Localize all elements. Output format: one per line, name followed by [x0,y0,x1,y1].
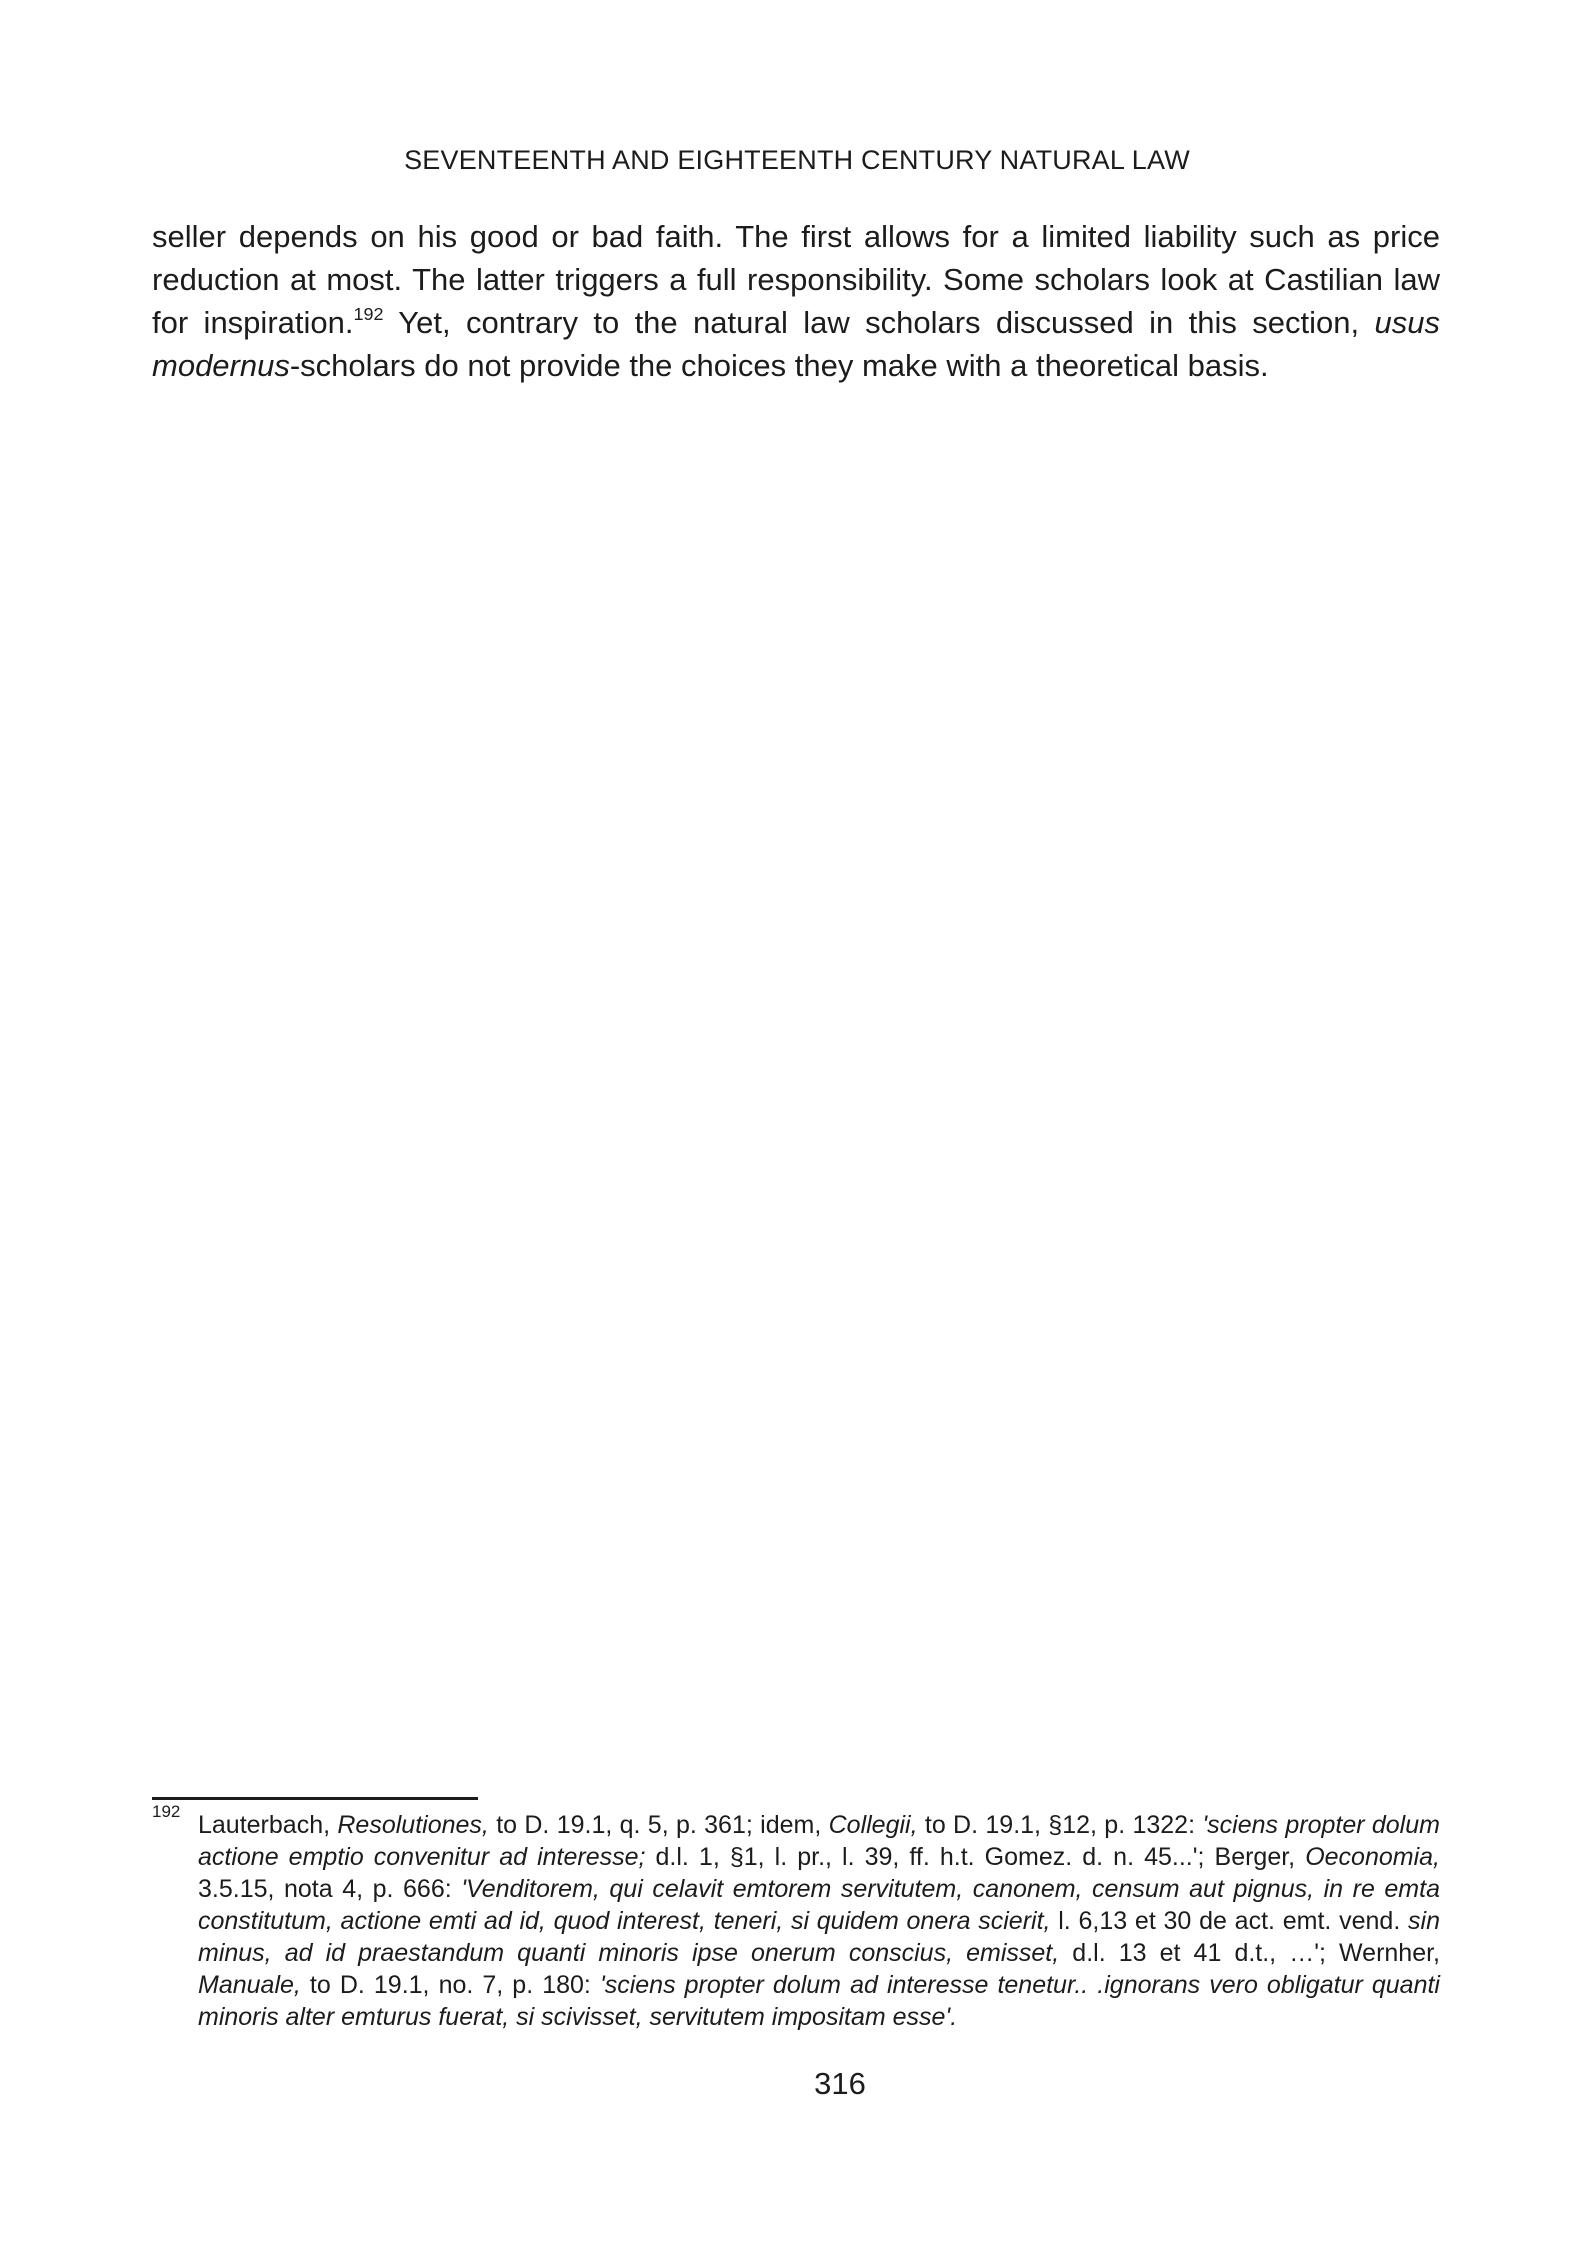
footnote-192: $^{192}$ Lauterbach, Resolutiones, to D. 19.1, q. 5, p. 361; idem, Collegii, to D. 19.1, §12, p. 1322: 'sciens propter dolum actione emptio convenitur ad interesse; d.l. 1, §1, l. pr., l. 39, ff. h.t. Gomez. d. n. 45...'; Berger, Oeconomia, 3.5.15, nota 4, p. 666: 'Venditorem, qui celavit emtorem servitutem, canonem, censum aut pignus, in re emta constitutum, actione emti ad id, quod interest, teneri, si quidem onera scierit, l. 6,13 et 30 de act. emt. vend. sin minus, ad id praestandum quanti minoris ipse onerum conscius, emisset, d.l. 13 et 41 d.t., …'; Wernher, Manuale, to D. 19.1, no. 7, p. 180: 'sciens propter dolum ad interesse tenetur.. .ignorans vero obligatur quanti minoris alter emturus fuerat, si scivisset, servitutem impositam esse'. [152,1801,1440,2031]
body-paragraph: seller depends on his good or bad faith. The first allows for a limited liability such as price reduction at most. The latter triggers a full responsibility. Some scholars look at Castilian law for inspiration.$^{192}$ Yet, contrary to the natural law scholars discussed in this section, usus modernus-scholars do not provide the choices they make with a theoretical basis. [152,219,1440,383]
page-number: 316 [814,2066,866,2101]
footnote-separator-rule [152,1797,478,1800]
running-header: SEVENTEENTH AND EIGHTEENTH CENTURY NATURAL LAW [404,145,1190,175]
footnote-text: Lauterbach, Resolutiones, to D. 19.1, q. 5, p. 361; idem, Collegii, to D. 19.1, §12, p. 1322: 'sciens propter dolum actione emptio convenitur ad interesse; d.l. 1, §1, l. pr., l. 39, ff. h.t. Gomez. d. n. 45...'; Berger, Oeconomia, 3.5.15, nota 4, p. 666: 'Venditorem, qui celavit emtorem servitutem, canonem, censum aut pignus, in re emta constitutum, actione emti ad id, quod interest, teneri, si quidem onera scierit, l. 6,13 et 30 de act. emt. vend. sin minus, ad id praestandum quanti minoris ipse onerum conscius, emisset, d.l. 13 et 41 d.t., …'; Wernher, Manuale, to D. 19.1, no. 7, p. 180: 'sciens propter dolum ad interesse tenetur.. .ignorans vero obligatur quanti minoris alter emturus fuerat, si scivisset, servitutem impositam esse'. [198,1811,1440,2031]
